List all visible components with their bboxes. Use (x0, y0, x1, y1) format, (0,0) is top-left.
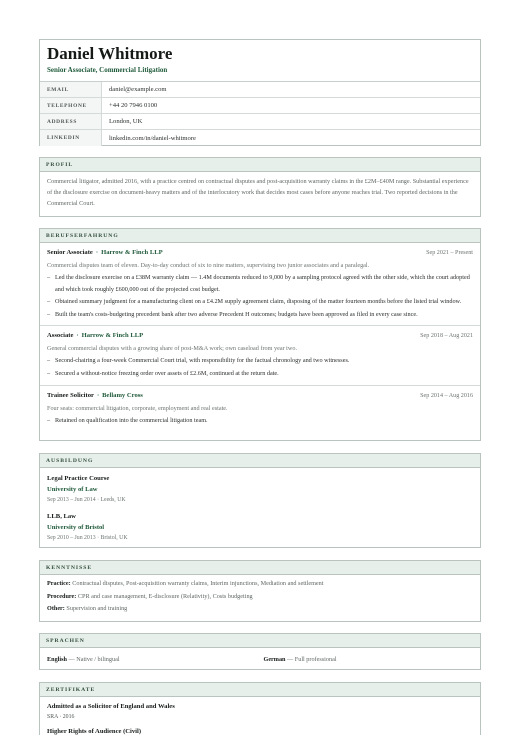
skills-body (40, 575, 480, 620)
job-title: Senior Associate (47, 249, 93, 256)
languages-row (40, 648, 480, 666)
languages-section (39, 633, 481, 670)
skill-row (47, 591, 473, 604)
education-meta: Sep 2013 – Jun 2014 · Leeds, UK (47, 497, 126, 503)
job-description: General commercial disputes with a growing share of post-M&A work; own caseload from year two. (47, 345, 298, 353)
education-entry (47, 511, 473, 543)
section-heading: SPRACHEN (40, 634, 480, 648)
education-school: University of Law (47, 486, 98, 493)
job-dates: Sep 2018 – Aug 2021 (420, 333, 473, 340)
skill-label: Procedure: (47, 592, 77, 600)
job-entry (47, 390, 473, 427)
language-name: German (263, 656, 286, 663)
certification-entry (47, 726, 473, 735)
language-level: — Native / bilingual (68, 656, 120, 663)
education-degree: Legal Practice Course (47, 475, 110, 482)
skill-row (47, 578, 473, 591)
certification-title: Admitted as a Solicitor of England and Wales (47, 703, 175, 710)
resume-header (39, 39, 481, 146)
job-bullet: – Second-chairing a four-week Commercial Court trial, with responsibility for the factual chronology and two witnesses. (47, 355, 473, 367)
education-section (39, 453, 481, 548)
profile-section (39, 157, 481, 217)
contact-label: EMAIL (40, 82, 102, 97)
language-item (264, 654, 481, 666)
contact-label: LINKEDIN (40, 130, 102, 146)
skill-row (47, 603, 473, 616)
certification-entry (47, 701, 473, 722)
contact-row-email (40, 82, 480, 98)
experience-body (40, 243, 480, 430)
candidate-title: Senior Associate, Commercial Litigation (47, 66, 168, 74)
job-bullet: – Led the disclosure exercise on a £38M warranty claim — 1.4M documents reduced to 9,000 by a sampling protocol agreed with the other side, which the court adopted and which took roughly £600,000 out of the projected cost budget. (47, 272, 473, 295)
job-bullet: – Retained on qualification into the commercial litigation team. (47, 415, 473, 427)
section-heading: AUSBILDUNG (40, 454, 480, 468)
skill-value: Supervision and training (66, 605, 128, 612)
education-school: University of Bristol (47, 524, 105, 531)
certification-title: Higher Rights of Audience (Civil) (47, 728, 142, 735)
certification-meta: SRA · 2016 (47, 714, 75, 720)
job-description: Commercial disputes team of eleven. Day-to-day conduct of six to nine matters, supervising two junior associates and a paralegal. (47, 262, 370, 269)
job-dates: Sep 2014 – Aug 2016 (420, 392, 473, 399)
job-divider (40, 325, 480, 326)
contact-label: ADDRESS (40, 114, 102, 129)
job-description: Four seats: commercial litigation, corporate, employment and real estate. (47, 404, 228, 412)
job-entry (47, 247, 473, 320)
contact-linkedin-link[interactable]: linkedin.com/in/daniel-whitmore (109, 134, 196, 142)
job-divider (40, 385, 480, 386)
contact-address-value: London, UK (109, 118, 143, 125)
contact-row-telephone (40, 98, 480, 114)
job-dates: Sep 2021 – Present (426, 250, 473, 256)
job-company: Bellamy Cross (102, 391, 143, 399)
job-separator: · (96, 391, 100, 399)
education-body (40, 468, 480, 547)
contact-row-address (40, 114, 480, 130)
section-heading: KENNTNISSE (40, 561, 480, 575)
job-bullet: – Built the team's costs-budgeting precedent bank after two adverse Precedent H outcomes; budgets have been approved as filed in every case since. (47, 309, 473, 321)
certifications-section (39, 682, 481, 735)
job-company: Harrow & Finch LLP (81, 332, 144, 340)
section-heading: BERUFSERFAHRUNG (40, 229, 480, 243)
education-degree: LLB, Law (47, 513, 76, 520)
contact-row-linkedin (40, 130, 480, 146)
skill-value: CPR and case management, E-disclosure (Relativity), Costs budgeting (77, 592, 253, 600)
experience-section (39, 228, 481, 441)
job-title: Associate (47, 332, 74, 340)
language-item (47, 654, 264, 666)
job-bullet: – Obtained summary judgment for a manufacturing client on a £4.2M supply agreement claim, disposing of the matter fourteen months before the listed trial window. (47, 296, 473, 308)
section-heading: ZERTIFIKATE (40, 683, 480, 697)
education-entry (47, 473, 473, 505)
education-meta: Sep 2010 – Jun 2013 · Bristol, UK (47, 535, 128, 541)
language-level: — Full professional (287, 656, 337, 663)
contact-email-value[interactable]: daniel@example.com (109, 86, 167, 93)
job-title: Trainee Solicitor (47, 391, 94, 399)
skill-label: Other: (47, 605, 65, 612)
certifications-body (40, 697, 480, 735)
skill-label: Practice: (47, 580, 71, 587)
language-name: English (47, 656, 67, 663)
job-separator: · (76, 332, 79, 340)
job-entry (47, 330, 473, 379)
job-company: Harrow & Finch LLP (101, 249, 163, 256)
job-separator: · (95, 249, 99, 256)
profile-text: Commercial litigator, admitted 2016, with a practice centred on contractual disputes and post-acquisition warranty claims in the £2M–£40M range. Substantial experience of the disclosure exercise on document-heavy matters and of the interlocutory work that decides most cases before anyone reaches trial. Two reported decisions in the Commercial Court. (47, 178, 469, 207)
section-heading: PROFIL (40, 158, 480, 172)
contact-table (40, 81, 480, 146)
skill-value: Contractual disputes, Post-acquisition warranty claims, Interim injunctions, Mediation and settlement (72, 580, 324, 587)
job-bullet: – Secured a without-notice freezing order over assets of £2.6M, continued at the return date. (47, 368, 473, 380)
skills-section (39, 560, 481, 622)
contact-telephone-value[interactable]: +44 20 7946 0100 (109, 102, 158, 109)
candidate-name: Daniel Whitmore (47, 44, 173, 63)
contact-label: TELEPHONE (40, 98, 102, 113)
